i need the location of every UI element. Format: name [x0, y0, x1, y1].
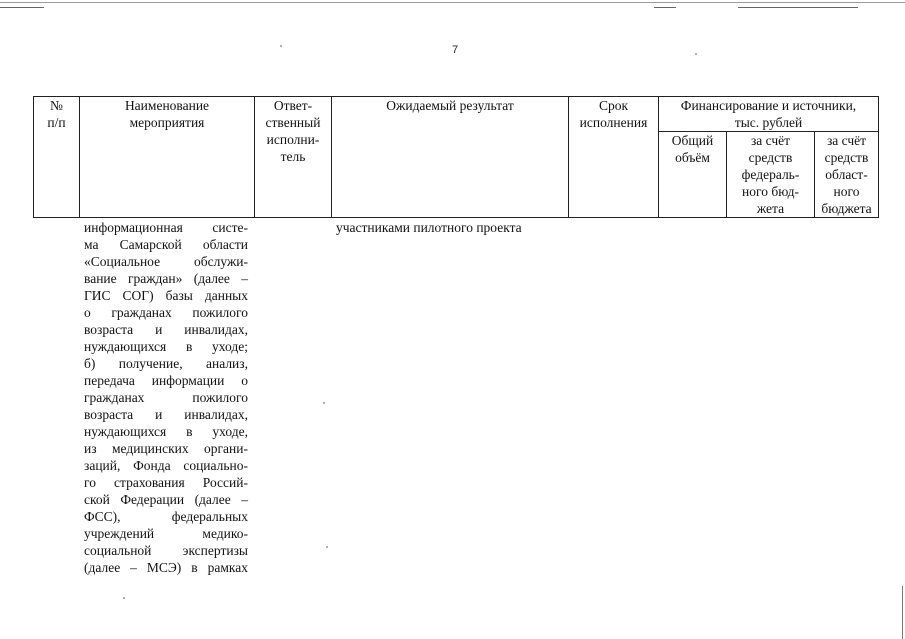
text-line: ской Федерации (далее – [84, 492, 248, 507]
text-line: нуждающихся в уходе, [84, 424, 248, 439]
text-line: заций, Фонда социально- [84, 458, 248, 473]
header-financing: Финансирование и источники, тыс. рублей [659, 97, 879, 132]
text-line: возраста и инвалидах, [84, 407, 248, 422]
scan-speck [326, 546, 328, 548]
scan-line-left [0, 7, 44, 8]
header-responsible: Ответ- ственный исполни- тель [255, 97, 332, 218]
text-line: социальной экспертизы [84, 543, 248, 558]
text-line: о гражданах пожилого [84, 305, 248, 320]
text-line: б) получение, анализ, [84, 356, 248, 371]
page-number: 7 [452, 44, 459, 56]
text-line: информационная систе- [84, 220, 248, 235]
header-deadline: Срок исполнения [569, 97, 659, 218]
text-line: (далее – МСЭ) в рамках [84, 560, 248, 575]
text-line: участниками пилотного проекта [336, 220, 522, 235]
text-line: передача информации о [84, 373, 248, 388]
scan-speck [123, 597, 125, 599]
scan-line-mid [654, 7, 676, 8]
text-line: из медицинских органи- [84, 441, 248, 456]
text-line: возраста и инвалидах, [84, 322, 248, 337]
header-num: № п/п [34, 97, 80, 218]
scan-speck [280, 45, 282, 47]
expected-result-continuation [336, 219, 566, 236]
text-line: вание граждан» (далее – [84, 271, 248, 286]
text-line: ГИС СОГ) базы данных [84, 288, 248, 303]
scan-line-right [738, 7, 858, 8]
text-line: ФСС), федеральных [84, 509, 248, 524]
text-line: ма Самарской области [84, 237, 248, 252]
scan-line-top [0, 2, 905, 3]
text-line: го страхования Россий- [84, 475, 248, 490]
event-name-continuation [84, 219, 248, 576]
header-event-name: Наименование мероприятия [80, 97, 255, 218]
text-line: учреждений медико- [84, 526, 248, 541]
text-line: нуждающихся в уходе; [84, 339, 248, 354]
table-header [33, 96, 879, 218]
scan-speck [695, 53, 697, 55]
header-expected-result: Ожидаемый результат [332, 97, 569, 218]
header-total: Общий объём [659, 132, 727, 218]
header-regional: за счёт средств област- ного бюджета [815, 132, 879, 218]
scan-line-right-edge [902, 586, 903, 639]
scan-speck [323, 402, 325, 404]
text-line: гражданах пожилого [84, 390, 248, 405]
header-federal: за счёт средств федераль- ного бюд- жета [727, 132, 815, 218]
text-line: «Социальное обслужи- [84, 254, 248, 269]
